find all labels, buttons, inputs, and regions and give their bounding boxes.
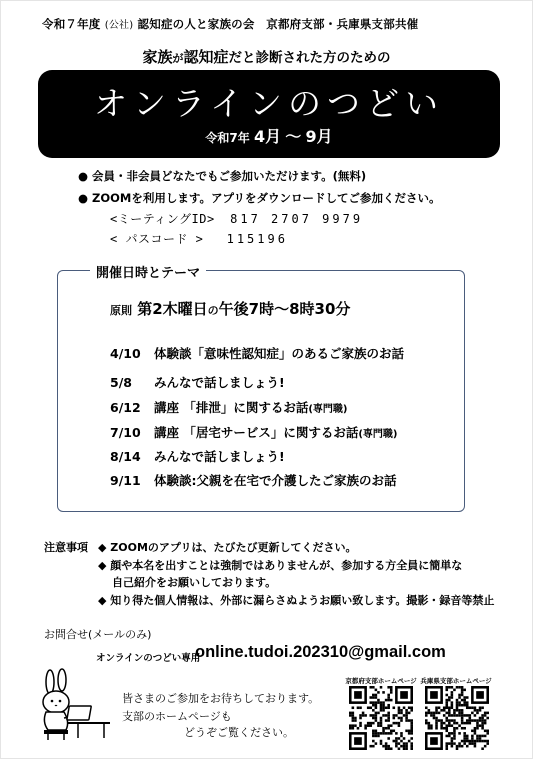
period-tilde: 〜 (285, 127, 302, 146)
schedule-row (110, 471, 397, 489)
target-audience-subtitle (0, 46, 533, 67)
subtitle-part: 家族 (142, 48, 173, 66)
hyogo-qr-code-icon[interactable] (425, 686, 489, 750)
event-period (38, 124, 500, 147)
passcode-label: < パスコード > (110, 232, 204, 246)
principle-prefix: 原則 (110, 304, 132, 317)
bullet-zoom: ● ZOOMを利用します。アプリをダウンロードしてご参加ください。 (78, 191, 441, 205)
org-type: (公社) (104, 20, 134, 31)
schedule-topic: 体験談「意味性認知症」のあるご家族のお話 (154, 346, 405, 361)
principle-day: 第2木曜日 (137, 300, 208, 318)
contact-label: オンラインのつどい専用 (96, 653, 201, 664)
passcode-value: 115196 (226, 232, 288, 246)
principle-no: の (207, 304, 219, 317)
closing-line: 皆さまのご参加をお待ちしております。 (122, 692, 320, 705)
schedule-topic: 体験談:父親を在宅で介護したご家族のお話 (154, 473, 397, 488)
inquiry-label: お問合せ(メールのみ) (44, 628, 152, 641)
meeting-id-value: 817 2707 9979 (230, 212, 364, 226)
schedule-row (110, 447, 285, 465)
organizer-header (42, 16, 418, 32)
period-prefix: 令和7年 (205, 131, 250, 145)
schedule-date: 9/11 (110, 473, 141, 488)
end-month: 9月 (305, 127, 333, 146)
schedule-date: 5/8 (110, 375, 132, 390)
note-item: ◆ 知り得た個人情報は、外部に漏らさぬようお願い致します。撮影・録音等禁止 (98, 594, 495, 607)
subtitle-part: だと診断された方のための (228, 50, 391, 66)
closing-line: どうぞご覧ください。 (184, 726, 294, 739)
schedule-row (110, 344, 404, 362)
schedule-suffix: (専門職) (358, 429, 398, 440)
kyoto-qr-label: 京都府支部ホームページ (345, 677, 417, 685)
event-title: オンラインのつどい (93, 84, 444, 123)
schedule-row (110, 373, 285, 391)
hyogo-qr-label: 兵庫県支部ホームページ (420, 677, 492, 685)
schedule-topic: みんなで話しましょう! (154, 449, 285, 464)
schedule-row (110, 423, 398, 441)
rabbit-at-laptop-icon (38, 668, 118, 740)
subtitle-part: が (172, 52, 184, 65)
bullet-membership: ● 会員・非会員どなたでもご参加いただけます。(無料) (78, 169, 367, 183)
schedule-principle (110, 298, 350, 319)
kyoto-qr-code-icon[interactable] (349, 686, 413, 750)
schedule-date: 4/10 (110, 346, 141, 361)
schedule-date: 8/14 (110, 449, 141, 464)
schedule-heading: 開催日時とテーマ (90, 262, 206, 281)
meeting-id-label: <ミーティングID> (110, 212, 215, 226)
subtitle-part: 認知症 (183, 48, 229, 66)
start-month: 4月 (253, 127, 282, 146)
notes-label: 注意事項 (44, 541, 88, 554)
schedule-row (110, 398, 348, 416)
note-item-continued: 自己紹介をお願いしております。 (112, 576, 277, 589)
schedule-topic: 講座 「居宅サービス」に関するお話 (154, 425, 359, 440)
note-item: ◆ 顔や本名を出すことは強制ではありませんが、参加する方全員に簡単な (98, 559, 463, 572)
fiscal-year: 令和７年度 (42, 17, 101, 31)
meeting-id-line (110, 210, 363, 227)
note-item: ◆ ZOOMのアプリは、たびたび更新してください。 (98, 541, 357, 554)
passcode-line (110, 230, 288, 247)
schedule-topic: 講座 「排泄」に関するお話 (154, 400, 309, 415)
org-name: 認知症の人と家族の会 京都府支部・兵庫県支部共催 (137, 17, 419, 31)
closing-line: 支部のホームページも (122, 710, 232, 723)
principle-time: 午後7時〜8時30分 (218, 300, 351, 318)
title-banner (38, 70, 500, 158)
contact-email[interactable]: online.tudoi.202310@gmail.com (195, 643, 446, 661)
schedule-date: 7/10 (110, 425, 141, 440)
schedule-topic: みんなで話しましょう! (154, 375, 285, 390)
schedule-date: 6/12 (110, 400, 141, 415)
schedule-suffix: (専門職) (308, 404, 348, 415)
